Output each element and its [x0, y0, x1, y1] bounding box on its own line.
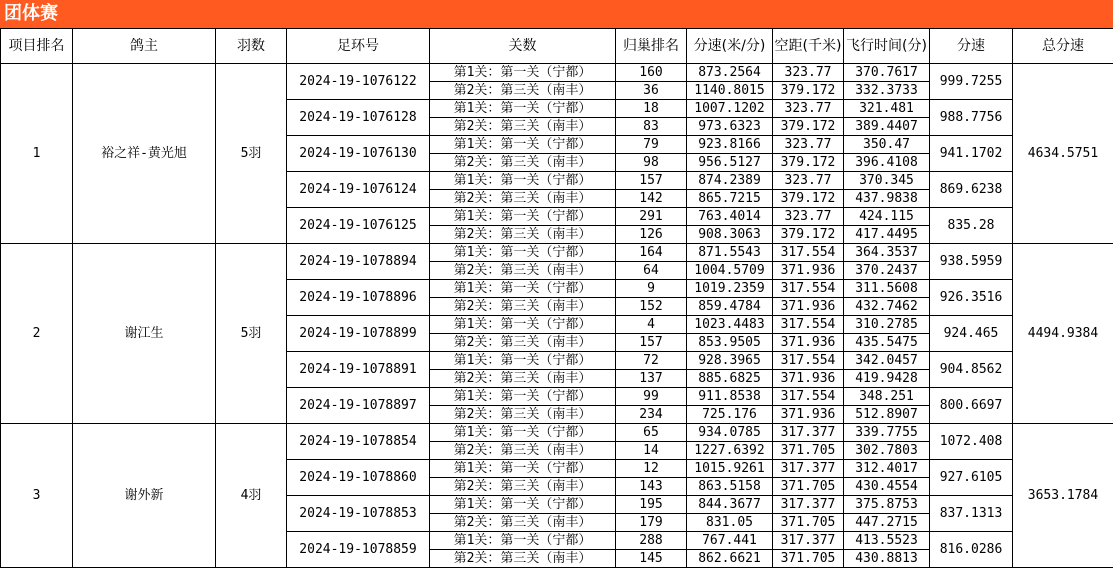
- flight-time: 417.4495: [844, 226, 930, 244]
- homing-place: 142: [616, 190, 687, 208]
- ring-number: 2024-19-1076124: [287, 172, 430, 208]
- team-rank: 1: [1, 64, 73, 244]
- stage-name: 第1关：第一关（宁都）: [430, 460, 616, 478]
- stage-name: 第1关：第一关（宁都）: [430, 388, 616, 406]
- stage-distance: 317.377: [773, 532, 844, 550]
- ring-number: 2024-19-1076128: [287, 100, 430, 136]
- ring-number: 2024-19-1078896: [287, 280, 430, 316]
- flight-time: 413.5523: [844, 532, 930, 550]
- stage-distance: 379.172: [773, 190, 844, 208]
- stage-distance: 317.554: [773, 316, 844, 334]
- stage-name: 第1关：第一关（宁都）: [430, 100, 616, 118]
- team-owner: 谢外新: [73, 424, 216, 568]
- stage-name: 第2关：第三关（南丰）: [430, 82, 616, 100]
- bird-score: 800.6697: [930, 388, 1013, 424]
- header-stage: 关数: [430, 29, 616, 64]
- team-total-score: 3653.1784: [1013, 424, 1113, 568]
- stage-speed: 859.4784: [687, 298, 773, 316]
- homing-place: 14: [616, 442, 687, 460]
- bird-score: 816.0286: [930, 532, 1013, 568]
- stage-distance: 317.377: [773, 424, 844, 442]
- stage-name: 第2关：第三关（南丰）: [430, 118, 616, 136]
- homing-place: 12: [616, 460, 687, 478]
- bird-score: 926.3516: [930, 280, 1013, 316]
- stage-name: 第2关：第三关（南丰）: [430, 514, 616, 532]
- homing-place: 65: [616, 424, 687, 442]
- stage-name: 第2关：第三关（南丰）: [430, 226, 616, 244]
- homing-place: 164: [616, 244, 687, 262]
- stage-speed: 767.441: [687, 532, 773, 550]
- stage-speed: 885.6825: [687, 370, 773, 388]
- bird-score: 1072.408: [930, 424, 1013, 460]
- stage-speed: 763.4014: [687, 208, 773, 226]
- homing-place: 79: [616, 136, 687, 154]
- bird-score: 835.28: [930, 208, 1013, 244]
- stage-name: 第1关：第一关（宁都）: [430, 208, 616, 226]
- homing-place: 36: [616, 82, 687, 100]
- flight-time: 375.8753: [844, 496, 930, 514]
- bird-score: 999.7255: [930, 64, 1013, 100]
- header-ring: 足环号: [287, 29, 430, 64]
- stage-distance: 371.936: [773, 298, 844, 316]
- flight-time: 302.7803: [844, 442, 930, 460]
- flight-time: 348.251: [844, 388, 930, 406]
- stage-speed: 934.0785: [687, 424, 773, 442]
- stage-distance: 323.77: [773, 64, 844, 82]
- homing-place: 83: [616, 118, 687, 136]
- flight-time: 435.5475: [844, 334, 930, 352]
- header-rank: 项目排名: [1, 29, 73, 64]
- stage-name: 第2关：第三关（南丰）: [430, 334, 616, 352]
- ring-number: 2024-19-1078854: [287, 424, 430, 460]
- homing-place: 145: [616, 550, 687, 568]
- stage-name: 第2关：第三关（南丰）: [430, 478, 616, 496]
- ring-number: 2024-19-1078853: [287, 496, 430, 532]
- stage-distance: 371.705: [773, 514, 844, 532]
- flight-time: 447.2715: [844, 514, 930, 532]
- homing-place: 18: [616, 100, 687, 118]
- stage-speed: 1023.4483: [687, 316, 773, 334]
- stage-speed: 1015.9261: [687, 460, 773, 478]
- header-distance: 空距(千米): [773, 29, 844, 64]
- stage-distance: 317.554: [773, 280, 844, 298]
- homing-place: 64: [616, 262, 687, 280]
- flight-time: 419.9428: [844, 370, 930, 388]
- flight-time: 370.2437: [844, 262, 930, 280]
- flight-time: 310.2785: [844, 316, 930, 334]
- header-total-score: 总分速: [1013, 29, 1113, 64]
- header-speed: 分速(米/分): [687, 29, 773, 64]
- stage-speed: 853.9505: [687, 334, 773, 352]
- stage-distance: 317.377: [773, 496, 844, 514]
- header-bird-score: 分速: [930, 29, 1013, 64]
- stage-speed: 1227.6392: [687, 442, 773, 460]
- stage-speed: 1140.8015: [687, 82, 773, 100]
- stage-name: 第1关：第一关（宁都）: [430, 424, 616, 442]
- ring-number: 2024-19-1076125: [287, 208, 430, 244]
- ring-number: 2024-19-1076130: [287, 136, 430, 172]
- stage-speed: 911.8538: [687, 388, 773, 406]
- flight-time: 396.4108: [844, 154, 930, 172]
- stage-name: 第1关：第一关（宁都）: [430, 172, 616, 190]
- homing-place: 126: [616, 226, 687, 244]
- stage-distance: 323.77: [773, 100, 844, 118]
- stage-distance: 323.77: [773, 208, 844, 226]
- flight-time: 321.481: [844, 100, 930, 118]
- stage-speed: 908.3063: [687, 226, 773, 244]
- bird-score: 988.7756: [930, 100, 1013, 136]
- stage-distance: 317.554: [773, 388, 844, 406]
- stage-speed: 844.3677: [687, 496, 773, 514]
- stage-speed: 831.05: [687, 514, 773, 532]
- homing-place: 179: [616, 514, 687, 532]
- stage-speed: 956.5127: [687, 154, 773, 172]
- team-owner: 谢江生: [73, 244, 216, 424]
- flight-time: 364.3537: [844, 244, 930, 262]
- table-body: [1, 64, 1113, 568]
- ring-number: 2024-19-1078899: [287, 316, 430, 352]
- ring-number: 2024-19-1078891: [287, 352, 430, 388]
- homing-place: 72: [616, 352, 687, 370]
- stage-distance: 317.554: [773, 244, 844, 262]
- homing-place: 234: [616, 406, 687, 424]
- stage-distance: 323.77: [773, 136, 844, 154]
- flight-time: 389.4407: [844, 118, 930, 136]
- bird-score: 938.5959: [930, 244, 1013, 280]
- flight-time: 424.115: [844, 208, 930, 226]
- stage-distance: 317.377: [773, 460, 844, 478]
- team-bird-count: 4羽: [216, 424, 287, 568]
- stage-distance: 371.936: [773, 262, 844, 280]
- homing-place: 98: [616, 154, 687, 172]
- homing-place: 157: [616, 334, 687, 352]
- stage-name: 第2关：第三关（南丰）: [430, 190, 616, 208]
- flight-time: 350.47: [844, 136, 930, 154]
- stage-name: 第1关：第一关（宁都）: [430, 532, 616, 550]
- flight-time: 432.7462: [844, 298, 930, 316]
- homing-place: 152: [616, 298, 687, 316]
- bird-score: 837.1313: [930, 496, 1013, 532]
- bird-score: 924.465: [930, 316, 1013, 352]
- stage-name: 第2关：第三关（南丰）: [430, 370, 616, 388]
- ring-number: 2024-19-1078894: [287, 244, 430, 280]
- stage-distance: 371.936: [773, 334, 844, 352]
- bird-score: 927.6105: [930, 460, 1013, 496]
- stage-name: 第1关：第一关（宁都）: [430, 64, 616, 82]
- table-row: [1, 424, 1113, 442]
- flight-time: 437.9838: [844, 190, 930, 208]
- stage-name: 第1关：第一关（宁都）: [430, 280, 616, 298]
- stage-distance: 323.77: [773, 172, 844, 190]
- flight-time: 430.8813: [844, 550, 930, 568]
- homing-place: 160: [616, 64, 687, 82]
- header-count: 羽数: [216, 29, 287, 64]
- stage-name: 第2关：第三关（南丰）: [430, 406, 616, 424]
- header-flight-time: 飞行时间(分): [844, 29, 930, 64]
- bird-score: 941.1702: [930, 136, 1013, 172]
- page-title: 团体赛: [0, 0, 1113, 28]
- stage-distance: 371.705: [773, 550, 844, 568]
- flight-time: 339.7755: [844, 424, 930, 442]
- stage-speed: 1004.5709: [687, 262, 773, 280]
- stage-name: 第2关：第三关（南丰）: [430, 298, 616, 316]
- flight-time: 311.5608: [844, 280, 930, 298]
- homing-place: 4: [616, 316, 687, 334]
- stage-speed: 863.5158: [687, 478, 773, 496]
- team-bird-count: 5羽: [216, 244, 287, 424]
- header-owner: 鸽主: [73, 29, 216, 64]
- stage-distance: 371.936: [773, 406, 844, 424]
- stage-name: 第1关：第一关（宁都）: [430, 244, 616, 262]
- flight-time: 342.0457: [844, 352, 930, 370]
- ring-number: 2024-19-1078859: [287, 532, 430, 568]
- header-row: [1, 29, 1113, 64]
- stage-distance: 371.705: [773, 478, 844, 496]
- stage-speed: 1007.1202: [687, 100, 773, 118]
- team-race-table: [0, 28, 1113, 568]
- stage-speed: 973.6323: [687, 118, 773, 136]
- homing-place: 9: [616, 280, 687, 298]
- homing-place: 137: [616, 370, 687, 388]
- stage-name: 第2关：第三关（南丰）: [430, 442, 616, 460]
- stage-name: 第1关：第一关（宁都）: [430, 136, 616, 154]
- stage-name: 第2关：第三关（南丰）: [430, 154, 616, 172]
- table-row: [1, 64, 1113, 82]
- team-total-score: 4494.9384: [1013, 244, 1113, 424]
- homing-place: 195: [616, 496, 687, 514]
- homing-place: 291: [616, 208, 687, 226]
- stage-distance: 317.554: [773, 352, 844, 370]
- team-total-score: 4634.5751: [1013, 64, 1113, 244]
- stage-speed: 725.176: [687, 406, 773, 424]
- stage-name: 第1关：第一关（宁都）: [430, 352, 616, 370]
- stage-distance: 379.172: [773, 118, 844, 136]
- team-bird-count: 5羽: [216, 64, 287, 244]
- stage-speed: 873.2564: [687, 64, 773, 82]
- stage-speed: 928.3965: [687, 352, 773, 370]
- header-place: 归巢排名: [616, 29, 687, 64]
- team-rank: 2: [1, 244, 73, 424]
- stage-speed: 1019.2359: [687, 280, 773, 298]
- homing-place: 288: [616, 532, 687, 550]
- ring-number: 2024-19-1078860: [287, 460, 430, 496]
- stage-distance: 379.172: [773, 154, 844, 172]
- stage-distance: 371.705: [773, 442, 844, 460]
- stage-name: 第1关：第一关（宁都）: [430, 316, 616, 334]
- ring-number: 2024-19-1078897: [287, 388, 430, 424]
- stage-speed: 923.8166: [687, 136, 773, 154]
- ring-number: 2024-19-1076122: [287, 64, 430, 100]
- bird-score: 869.6238: [930, 172, 1013, 208]
- homing-place: 143: [616, 478, 687, 496]
- flight-time: 312.4017: [844, 460, 930, 478]
- team-rank: 3: [1, 424, 73, 568]
- stage-name: 第2关：第三关（南丰）: [430, 550, 616, 568]
- stage-name: 第1关：第一关（宁都）: [430, 496, 616, 514]
- flight-time: 370.345: [844, 172, 930, 190]
- stage-speed: 865.7215: [687, 190, 773, 208]
- flight-time: 332.3733: [844, 82, 930, 100]
- flight-time: 430.4554: [844, 478, 930, 496]
- homing-place: 99: [616, 388, 687, 406]
- flight-time: 370.7617: [844, 64, 930, 82]
- stage-distance: 379.172: [773, 82, 844, 100]
- stage-distance: 371.936: [773, 370, 844, 388]
- table-row: [1, 244, 1113, 262]
- stage-name: 第2关：第三关（南丰）: [430, 262, 616, 280]
- stage-speed: 874.2389: [687, 172, 773, 190]
- stage-distance: 379.172: [773, 226, 844, 244]
- stage-speed: 862.6621: [687, 550, 773, 568]
- stage-speed: 871.5543: [687, 244, 773, 262]
- team-owner: 裕之祥-黄光旭: [73, 64, 216, 244]
- bird-score: 904.8562: [930, 352, 1013, 388]
- flight-time: 512.8907: [844, 406, 930, 424]
- homing-place: 157: [616, 172, 687, 190]
